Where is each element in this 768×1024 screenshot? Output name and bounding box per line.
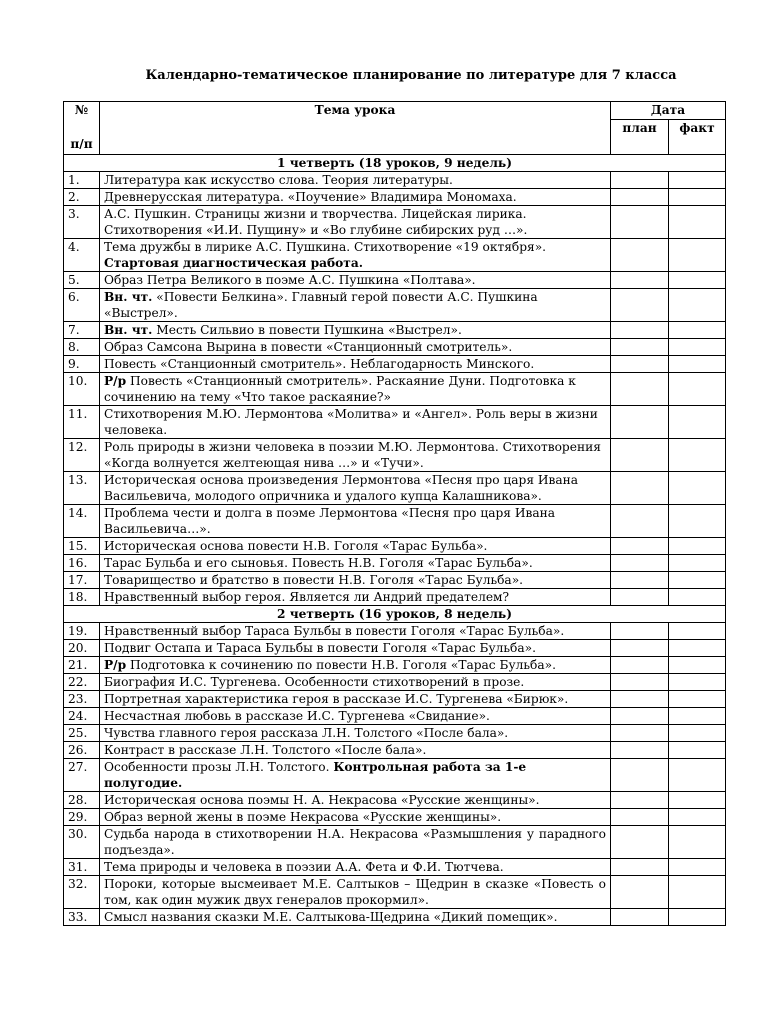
lesson-topic-text: Образ верной жены в поэме Некрасова «Русские женщины». (104, 810, 502, 824)
fact-date-cell[interactable] (669, 759, 726, 792)
lesson-topic (100, 725, 611, 742)
table-row (64, 640, 726, 657)
table-row (64, 792, 726, 809)
header-topic: Тема урока (100, 102, 611, 155)
plan-date-cell[interactable] (611, 657, 669, 674)
lesson-topic (100, 859, 611, 876)
fact-date-cell[interactable] (669, 472, 726, 505)
fact-date-cell[interactable] (669, 406, 726, 439)
plan-date-cell[interactable] (611, 339, 669, 356)
table-row (64, 589, 726, 606)
table-row (64, 826, 726, 859)
plan-date-cell[interactable] (611, 356, 669, 373)
lesson-topic-text: Чувства главного героя рассказа Л.Н. Толстого «После бала». (104, 726, 509, 740)
lesson-topic-text: Тема дружбы в лирике А.С. Пушкина. Стихотворение «19 октября». (104, 240, 547, 254)
header-fact: факт (669, 120, 726, 155)
fact-date-cell[interactable] (669, 373, 726, 406)
lesson-topic-text: Нравственный выбор Тараса Бульбы в повести Гоголя «Тарас Бульба». (104, 624, 565, 638)
fact-date-cell[interactable] (669, 640, 726, 657)
lesson-topic (100, 572, 611, 589)
lesson-number: 5. (64, 272, 100, 289)
fact-date-cell[interactable] (669, 708, 726, 725)
lesson-number: 4. (64, 239, 100, 272)
lesson-topic-text: Роль природы в жизни человека в поэзии М.Ю. Лермонтова. Стихотворения «Когда волнуется желтеющая нива …» и «Тучи». (104, 440, 601, 470)
plan-date-cell[interactable] (611, 623, 669, 640)
table-row (64, 289, 726, 322)
lesson-topic (100, 792, 611, 809)
lesson-topic-text: Повесть «Станционный смотритель». Неблагодарность Минского. (104, 357, 535, 371)
lesson-number: 12. (64, 439, 100, 472)
plan-date-cell[interactable] (611, 239, 669, 272)
lesson-number: 27. (64, 759, 100, 792)
table-row (64, 623, 726, 640)
table-row (64, 725, 726, 742)
plan-date-cell[interactable] (611, 439, 669, 472)
plan-date-cell[interactable] (611, 640, 669, 657)
plan-date-cell[interactable] (611, 206, 669, 239)
lesson-topic-text: Образ Самсона Вырина в повести «Станционный смотритель». (104, 340, 513, 354)
plan-date-cell[interactable] (611, 859, 669, 876)
lesson-topic (100, 555, 611, 572)
plan-date-cell[interactable] (611, 189, 669, 206)
lesson-number: 25. (64, 725, 100, 742)
lesson-topic-text: Образ Петра Великого в поэме А.С. Пушкина «Полтава». (104, 273, 476, 287)
table-row (64, 406, 726, 439)
plan-date-cell[interactable] (611, 674, 669, 691)
table-row (64, 439, 726, 472)
fact-date-cell[interactable] (669, 859, 726, 876)
lesson-topic (100, 356, 611, 373)
lesson-topic-text: Историческая основа повести Н.В. Гоголя «Тарас Бульба». (104, 539, 488, 553)
lesson-topic (100, 674, 611, 691)
table-row (64, 691, 726, 708)
lesson-type-label: Р/р (104, 374, 127, 388)
lesson-topic (100, 339, 611, 356)
plan-date-cell[interactable] (611, 472, 669, 505)
plan-date-cell[interactable] (611, 826, 669, 859)
fact-date-cell[interactable] (669, 206, 726, 239)
table-row (64, 909, 726, 926)
plan-date-cell[interactable] (611, 909, 669, 926)
table-row (64, 239, 726, 272)
lesson-topic (100, 759, 611, 792)
lesson-topic-text: Повесть «Станционный смотритель». Раскаяние Дуни. Подготовка к сочинению на тему «Что такое раскаяние?» (104, 374, 576, 404)
plan-date-cell[interactable] (611, 272, 669, 289)
table-row (64, 708, 726, 725)
plan-date-cell[interactable] (611, 809, 669, 826)
table-row (64, 373, 726, 406)
lesson-type-label: Р/р (104, 658, 127, 672)
fact-date-cell[interactable] (669, 172, 726, 189)
header-plan: план (611, 120, 669, 155)
plan-date-cell[interactable] (611, 725, 669, 742)
lesson-number: 9. (64, 356, 100, 373)
lesson-topic-text: А.С. Пушкин. Страницы жизни и творчества. Лицейская лирика. Стихотворения «И.И. Пущину» и «Во глубине сибирских руд …». (104, 207, 528, 237)
lesson-topic-text: Контраст в рассказе Л.Н. Толстого «После бала». (104, 743, 427, 757)
table-row (64, 356, 726, 373)
lesson-topic-text: Товарищество и братство в повести Н.В. Гоголя «Тарас Бульба». (104, 573, 524, 587)
header-date: Дата (611, 102, 726, 120)
plan-date-cell[interactable] (611, 322, 669, 339)
lesson-topic-text: Судьба народа в стихотворении Н.А. Некрасова «Размышления у парадного подъезда». (104, 827, 606, 857)
fact-date-cell[interactable] (669, 339, 726, 356)
fact-date-cell[interactable] (669, 555, 726, 572)
lesson-topic (100, 657, 611, 674)
plan-date-cell[interactable] (611, 538, 669, 555)
fact-date-cell[interactable] (669, 589, 726, 606)
lesson-topic (100, 206, 611, 239)
lesson-topic-text: Биография И.С. Тургенева. Особенности стихотворений в прозе. (104, 675, 525, 689)
fact-date-cell[interactable] (669, 322, 726, 339)
table-row (64, 172, 726, 189)
lesson-number: 33. (64, 909, 100, 926)
table-row (64, 339, 726, 356)
lesson-topic-text: Месть Сильвио в повести Пушкина «Выстрел». (152, 323, 462, 337)
quarter-row (64, 155, 726, 172)
table-row (64, 674, 726, 691)
lesson-number: 19. (64, 623, 100, 640)
lesson-topic-text: Тема природы и человека в поэзии А.А. Фета и Ф.И. Тютчева. (104, 860, 504, 874)
header-number-pp: п/п (70, 137, 93, 151)
lesson-number: 11. (64, 406, 100, 439)
fact-date-cell[interactable] (669, 742, 726, 759)
lesson-topic (100, 406, 611, 439)
lesson-number: 23. (64, 691, 100, 708)
quarter-row (64, 606, 726, 623)
lesson-number: 31. (64, 859, 100, 876)
table-row (64, 555, 726, 572)
lesson-number: 6. (64, 289, 100, 322)
plan-date-cell[interactable] (611, 876, 669, 909)
lesson-plan-table (63, 101, 726, 926)
fact-date-cell[interactable] (669, 239, 726, 272)
lesson-number: 21. (64, 657, 100, 674)
fact-date-cell[interactable] (669, 909, 726, 926)
lesson-topic (100, 909, 611, 926)
lesson-assessment-label: Контрольная работа за 1-е полугодие. (104, 760, 527, 790)
table-row (64, 742, 726, 759)
fact-date-cell[interactable] (669, 826, 726, 859)
lesson-number: 17. (64, 572, 100, 589)
lesson-topic (100, 322, 611, 339)
lesson-topic-text: Древнерусская литература. «Поучение» Владимира Мономаха. (104, 190, 517, 204)
lesson-topic-text: Нравственный выбор героя. Является ли Андрий предателем? (104, 590, 510, 604)
plan-date-cell[interactable] (611, 792, 669, 809)
lesson-number: 10. (64, 373, 100, 406)
plan-date-cell[interactable] (611, 759, 669, 792)
lesson-topic (100, 289, 611, 322)
lesson-number: 22. (64, 674, 100, 691)
fact-date-cell[interactable] (669, 538, 726, 555)
plan-date-cell[interactable] (611, 289, 669, 322)
table-row (64, 657, 726, 674)
lesson-topic-text: Особенности прозы Л.Н. Толстого. (104, 760, 334, 774)
lesson-number: 18. (64, 589, 100, 606)
lesson-topic (100, 373, 611, 406)
lesson-number: 26. (64, 742, 100, 759)
lesson-topic (100, 272, 611, 289)
fact-date-cell[interactable] (669, 725, 726, 742)
lesson-topic (100, 691, 611, 708)
fact-date-cell[interactable] (669, 809, 726, 826)
lesson-topic-text: Смысл названия сказки М.Е. Салтыкова-Щедрина «Дикий помещик». (104, 910, 558, 924)
lesson-topic-text: Стихотворения М.Ю. Лермонтова «Молитва» и «Ангел». Роль веры в жизни человека. (104, 407, 598, 437)
header-number-symbol: № (74, 103, 89, 117)
fact-date-cell[interactable] (669, 505, 726, 538)
header-number (64, 102, 100, 155)
lesson-topic (100, 809, 611, 826)
lesson-topic-text: Литература как искусство слова. Теория литературы. (104, 173, 453, 187)
lesson-number: 24. (64, 708, 100, 725)
lesson-topic (100, 640, 611, 657)
lesson-number: 29. (64, 809, 100, 826)
plan-date-cell[interactable] (611, 505, 669, 538)
lesson-topic (100, 826, 611, 859)
lesson-topic (100, 876, 611, 909)
lesson-number: 3. (64, 206, 100, 239)
lesson-topic (100, 472, 611, 505)
lesson-topic-text: Проблема чести и долга в поэме Лермонтова «Песня про царя Ивана Васильевича…». (104, 506, 555, 536)
lesson-topic-text: Пороки, которые высмеивает М.Е. Салтыков – Щедрин в сказке «Повесть о том, как один мужик двух генералов прокормил». (104, 877, 606, 907)
table-row (64, 505, 726, 538)
fact-date-cell[interactable] (669, 674, 726, 691)
lesson-rows (64, 155, 726, 926)
lesson-topic (100, 172, 611, 189)
table-row (64, 272, 726, 289)
lesson-topic (100, 708, 611, 725)
table-row (64, 572, 726, 589)
lesson-topic (100, 439, 611, 472)
fact-date-cell[interactable] (669, 876, 726, 909)
fact-date-cell[interactable] (669, 356, 726, 373)
lesson-topic (100, 505, 611, 538)
fact-date-cell[interactable] (669, 572, 726, 589)
lesson-topic (100, 239, 611, 272)
lesson-topic (100, 189, 611, 206)
lesson-number: 7. (64, 322, 100, 339)
table-row (64, 206, 726, 239)
fact-date-cell[interactable] (669, 289, 726, 322)
plan-date-cell[interactable] (611, 373, 669, 406)
table-row (64, 876, 726, 909)
lesson-topic-text: Историческая основа произведения Лермонтова «Песня про царя Ивана Васильевича, молодого опричника и удалого купца Калашникова». (104, 473, 579, 503)
fact-date-cell[interactable] (669, 439, 726, 472)
plan-date-cell[interactable] (611, 572, 669, 589)
plan-date-cell[interactable] (611, 742, 669, 759)
lesson-number: 15. (64, 538, 100, 555)
lesson-topic-text: Портретная характеристика героя в рассказе И.С. Тургенева «Бирюк». (104, 692, 569, 706)
lesson-topic-text: Тарас Бульба и его сыновья. Повесть Н.В. Гоголя «Тарас Бульба». (104, 556, 533, 570)
lesson-number: 28. (64, 792, 100, 809)
quarter-heading: 2 четверть (16 уроков, 8 недель) (64, 606, 726, 623)
lesson-topic-text: Несчастная любовь в рассказе И.С. Тургенева «Свидание». (104, 709, 490, 723)
lesson-number: 14. (64, 505, 100, 538)
lesson-number: 13. (64, 472, 100, 505)
lesson-number: 20. (64, 640, 100, 657)
document-title: Календарно-тематическое планирование по литературе для 7 класса (145, 68, 677, 83)
plan-date-cell[interactable] (611, 555, 669, 572)
lesson-type-label: Вн. чт. (104, 323, 153, 337)
lesson-number: 30. (64, 826, 100, 859)
plan-date-cell[interactable] (611, 589, 669, 606)
fact-date-cell[interactable] (669, 623, 726, 640)
lesson-number: 1. (64, 172, 100, 189)
plan-date-cell[interactable] (611, 691, 669, 708)
fact-date-cell[interactable] (669, 792, 726, 809)
table-row (64, 859, 726, 876)
lesson-type-label: Вн. чт. (104, 290, 153, 304)
lesson-topic-text: Подвиг Остапа и Тараса Бульбы в повести Гоголя «Тарас Бульба». (104, 641, 536, 655)
lesson-topic-text: Историческая основа поэмы Н. А. Некрасова «Русские женщины». (104, 793, 540, 807)
lesson-topic-text: «Повести Белкина». Главный герой повести А.С. Пушкина «Выстрел». (104, 290, 538, 320)
lesson-assessment-label: Стартовая диагностическая работа. (104, 256, 363, 270)
lesson-topic (100, 538, 611, 555)
lesson-topic (100, 623, 611, 640)
fact-date-cell[interactable] (669, 657, 726, 674)
lesson-topic (100, 742, 611, 759)
fact-date-cell[interactable] (669, 272, 726, 289)
plan-date-cell[interactable] (611, 708, 669, 725)
lesson-number: 16. (64, 555, 100, 572)
plan-date-cell[interactable] (611, 406, 669, 439)
lesson-number: 32. (64, 876, 100, 909)
lesson-number: 8. (64, 339, 100, 356)
table-row (64, 472, 726, 505)
table-row (64, 538, 726, 555)
quarter-heading: 1 четверть (18 уроков, 9 недель) (64, 155, 726, 172)
lesson-topic (100, 589, 611, 606)
table-row (64, 322, 726, 339)
lesson-number: 2. (64, 189, 100, 206)
table-row (64, 809, 726, 826)
lesson-topic-text: Подготовка к сочинению по повести Н.В. Гоголя «Тарас Бульба». (126, 658, 556, 672)
table-row (64, 759, 726, 792)
fact-date-cell[interactable] (669, 691, 726, 708)
table-row (64, 189, 726, 206)
fact-date-cell[interactable] (669, 189, 726, 206)
plan-date-cell[interactable] (611, 172, 669, 189)
